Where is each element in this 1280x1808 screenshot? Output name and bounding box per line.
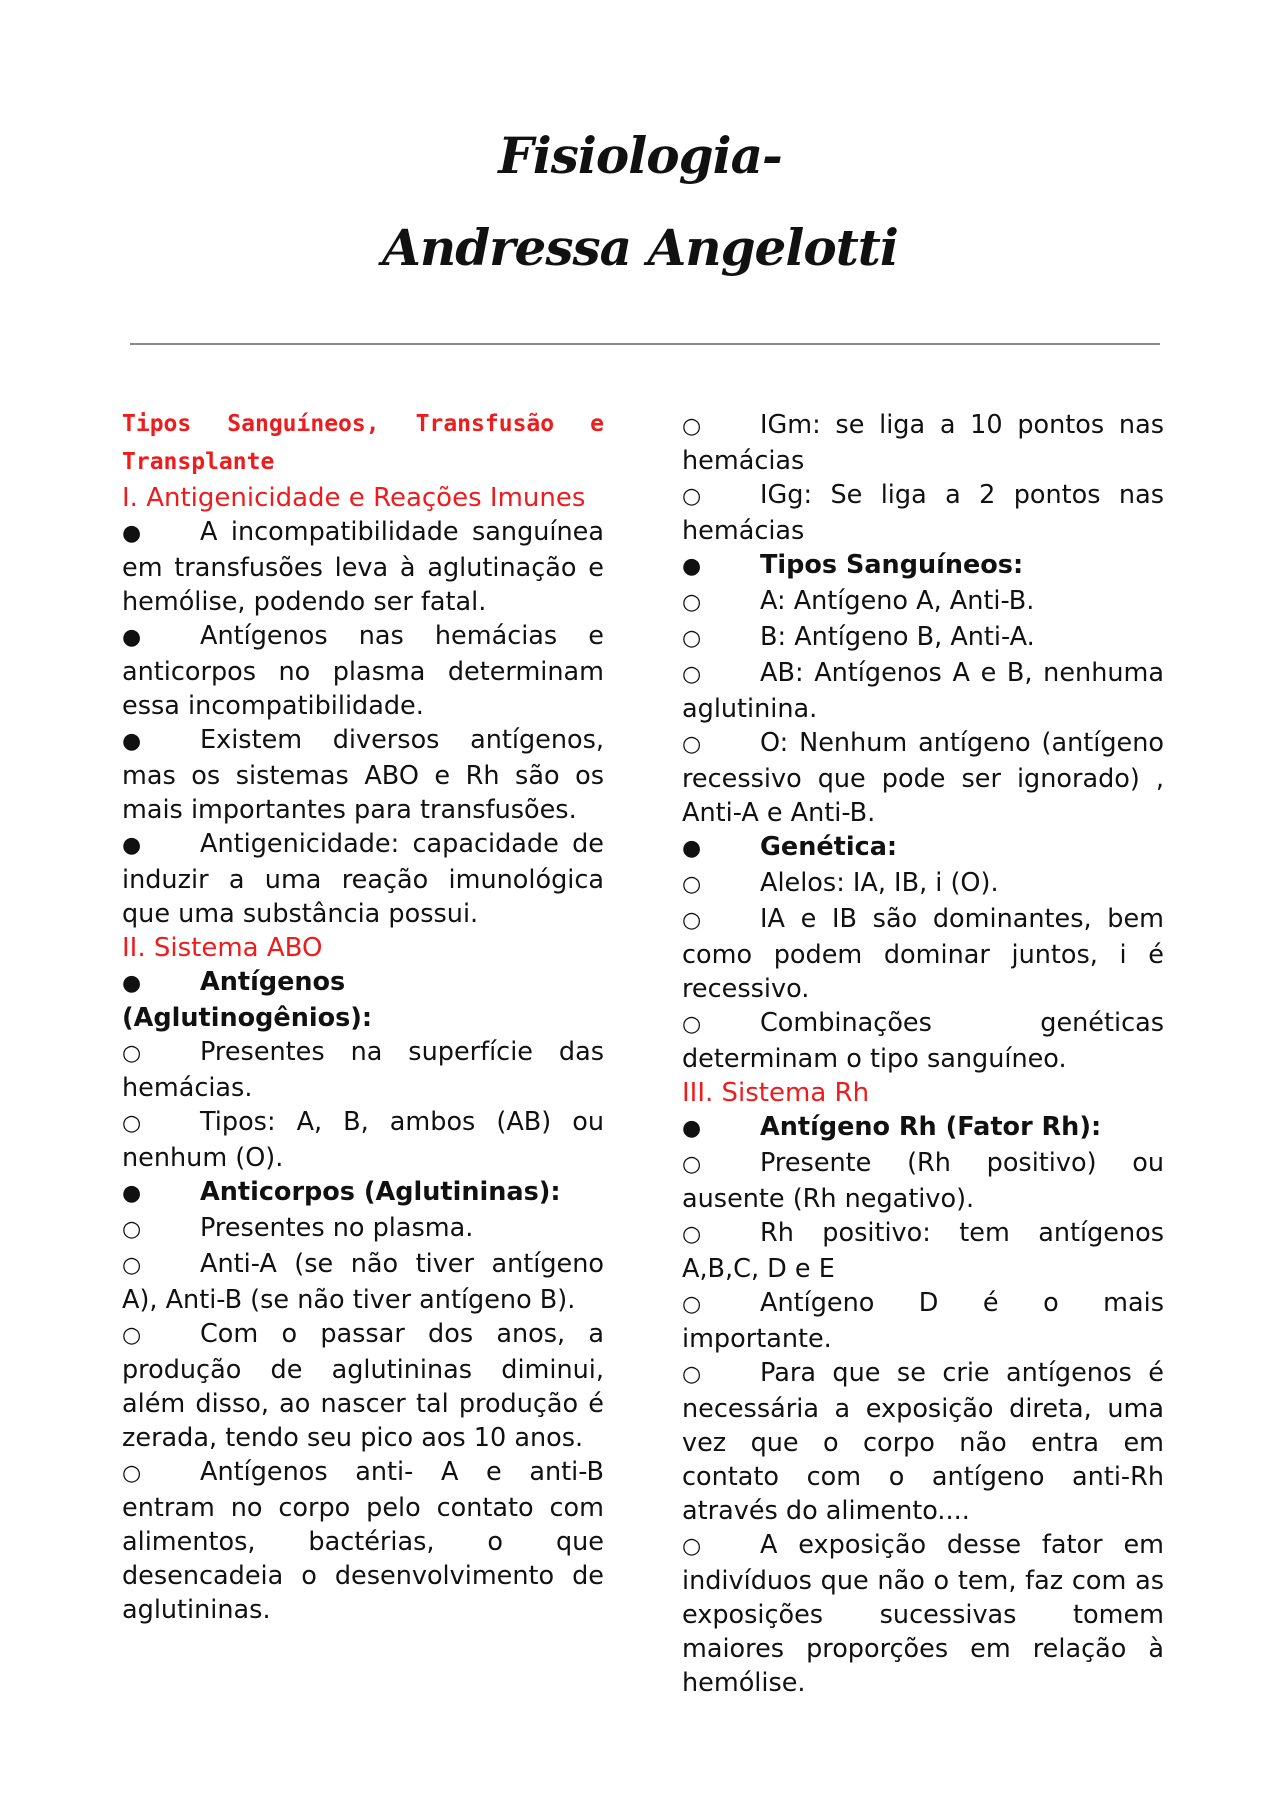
list-item-text: Antigenicidade: capacidade de induzir a uma reação imunológica que uma substância possui. — [122, 829, 604, 929]
bullet-marker: ● — [682, 554, 702, 579]
list-item — [122, 827, 604, 931]
left-column — [122, 405, 604, 1627]
list-item-text: Antígeno Rh (Fator Rh): — [760, 1112, 1102, 1142]
list-item-text: Com o passar dos anos, a produção de aglutininas diminui, além disso, ao nascer tal produção é zerada, tendo seu pico aos 10 anos. — [122, 1319, 604, 1453]
circle-marker: ○ — [682, 908, 702, 933]
section-heading-rh: III. Sistema Rh — [682, 1078, 870, 1108]
circle-marker: ○ — [682, 1222, 702, 1247]
list-item-text: A: Antígeno A, Anti-B. — [760, 586, 1035, 616]
list-item-text: Tipos Sanguíneos: — [760, 550, 1024, 580]
circle-marker: ○ — [682, 590, 702, 615]
list-item-text: Existem diversos antígenos, mas os sistemas ABO e Rh são os mais importantes para transfusões. — [122, 725, 604, 825]
list-subitem — [682, 1356, 1164, 1528]
circle-marker: ○ — [682, 626, 702, 651]
list-item-text: Antígeno D é o mais importante. — [682, 1288, 1164, 1354]
section-heading-abo: II. Sistema ABO — [122, 933, 323, 963]
bullet-marker: ● — [122, 625, 142, 650]
list-item-text: Antígenos anti- A e anti-B entram no corpo pelo contato com alimentos, bactérias, o que desencadeia o desenvolvimento de aglutininas. — [122, 1457, 604, 1625]
circle-marker: ○ — [682, 1534, 702, 1559]
circle-marker: ○ — [122, 1461, 142, 1486]
circle-marker: ○ — [122, 1041, 142, 1066]
list-subitem — [682, 478, 1164, 548]
list-subitem — [682, 902, 1164, 1006]
list-item-text: A exposição desse fator em indivíduos que não o tem, faz com as exposições sucessivas tomem maiores proporções em relação à hemólise. — [682, 1530, 1164, 1698]
bullet-marker: ● — [122, 729, 142, 754]
circle-marker: ○ — [682, 1362, 702, 1387]
list-item — [122, 723, 604, 827]
list-subitem — [122, 1247, 604, 1317]
list-item-text: Tipos: A, B, ambos (AB) ou nenhum (O). — [122, 1107, 604, 1173]
list-item-text: Genética: — [760, 832, 898, 862]
list-item-text: Alelos: IA, IB, i (O). — [760, 868, 999, 898]
circle-marker: ○ — [122, 1253, 142, 1278]
circle-marker: ○ — [122, 1323, 142, 1348]
circle-marker: ○ — [122, 1111, 142, 1136]
list-item-text: Antígenos (Aglutinogênios): — [122, 967, 373, 1033]
bullet-marker: ● — [122, 833, 142, 858]
circle-marker: ○ — [682, 872, 702, 897]
list-subitem — [682, 1216, 1164, 1286]
list-subitem — [682, 656, 1164, 726]
bullet-marker: ● — [122, 1181, 142, 1206]
circle-marker: ○ — [682, 1152, 702, 1177]
list-item — [122, 965, 604, 1035]
document-heading — [122, 405, 604, 481]
list-subitem — [122, 1317, 604, 1455]
list-subitem — [682, 1146, 1164, 1216]
title-line-2: Andressa Angelotti — [382, 218, 898, 277]
list-subitem — [682, 620, 1164, 656]
list-subitem — [682, 1528, 1164, 1700]
list-item-text: Antígenos nas hemácias e anticorpos no plasma determinam essa incompatibilidade. — [122, 621, 604, 721]
list-item-text: IGg: Se liga a 2 pontos nas hemácias — [682, 480, 1164, 546]
list-subitem — [682, 584, 1164, 620]
bullet-marker: ● — [122, 521, 142, 546]
circle-marker: ○ — [682, 1012, 702, 1037]
list-item-text: Para que se crie antígenos é necessária a exposição direta, uma vez que o corpo não entra em contato com o antígeno anti-Rh através do alimento.... — [682, 1358, 1164, 1526]
list-item-text: Presentes no plasma. — [200, 1213, 474, 1243]
title-line-1: Fisiologia- — [498, 126, 782, 185]
list-item-text: Combinações genéticas determinam o tipo sanguíneo. — [682, 1008, 1164, 1074]
circle-marker: ○ — [682, 662, 702, 687]
list-subitem — [682, 1006, 1164, 1076]
list-item — [682, 830, 1164, 866]
list-item-text: A incompatibilidade sanguínea em transfusões leva à aglutinação e hemólise, podendo ser fatal. — [122, 517, 604, 617]
list-item-text: Presentes na superfície das hemácias. — [122, 1037, 604, 1103]
list-subitem — [682, 1286, 1164, 1356]
list-item — [122, 515, 604, 619]
list-item — [122, 619, 604, 723]
list-subitem — [122, 1035, 604, 1105]
list-item — [682, 1110, 1164, 1146]
list-item-text: Rh positivo: tem antígenos A,B,C, D e E — [682, 1218, 1164, 1284]
list-subitem — [122, 1105, 604, 1175]
list-item — [122, 1175, 604, 1211]
list-item-text: Presente (Rh positivo) ou ausente (Rh negativo). — [682, 1148, 1164, 1214]
list-item-text: Anti-A (se não tiver antígeno A), Anti-B (se não tiver antígeno B). — [122, 1249, 604, 1315]
list-item-text: AB: Antígenos A e B, nenhuma aglutinina. — [682, 658, 1164, 724]
list-item-text: B: Antígeno B, Anti-A. — [760, 622, 1035, 652]
list-item-text: IGm: se liga a 10 pontos nas hemácias — [682, 410, 1164, 476]
section-heading-antigenicidade: I. Antigenicidade e Reações Imunes — [122, 483, 586, 513]
list-item-text: IA e IB são dominantes, bem como podem dominar juntos, i é recessivo. — [682, 904, 1164, 1004]
document-heading-line-2: Transplante — [122, 449, 275, 475]
circle-marker: ○ — [682, 732, 702, 757]
list-item-text: Anticorpos (Aglutininas): — [200, 1177, 561, 1207]
circle-marker: ○ — [682, 414, 702, 439]
bullet-marker: ● — [122, 971, 142, 996]
list-subitem — [122, 1211, 604, 1247]
bullet-marker: ● — [682, 1116, 702, 1141]
list-subitem — [682, 726, 1164, 830]
list-item-text: O: Nenhum antígeno (antígeno recessivo que pode ser ignorado) , Anti-A e Anti-B. — [682, 728, 1164, 828]
list-subitem — [682, 408, 1164, 478]
document-heading-line-1: Tipos Sanguíneos, Transfusão e — [122, 411, 604, 437]
right-column — [682, 408, 1164, 1700]
list-item — [682, 548, 1164, 584]
circle-marker: ○ — [122, 1217, 142, 1242]
circle-marker: ○ — [682, 1292, 702, 1317]
horizontal-divider — [130, 343, 1160, 345]
circle-marker: ○ — [682, 484, 702, 509]
list-subitem — [682, 866, 1164, 902]
list-subitem — [122, 1455, 604, 1627]
bullet-marker: ● — [682, 836, 702, 861]
